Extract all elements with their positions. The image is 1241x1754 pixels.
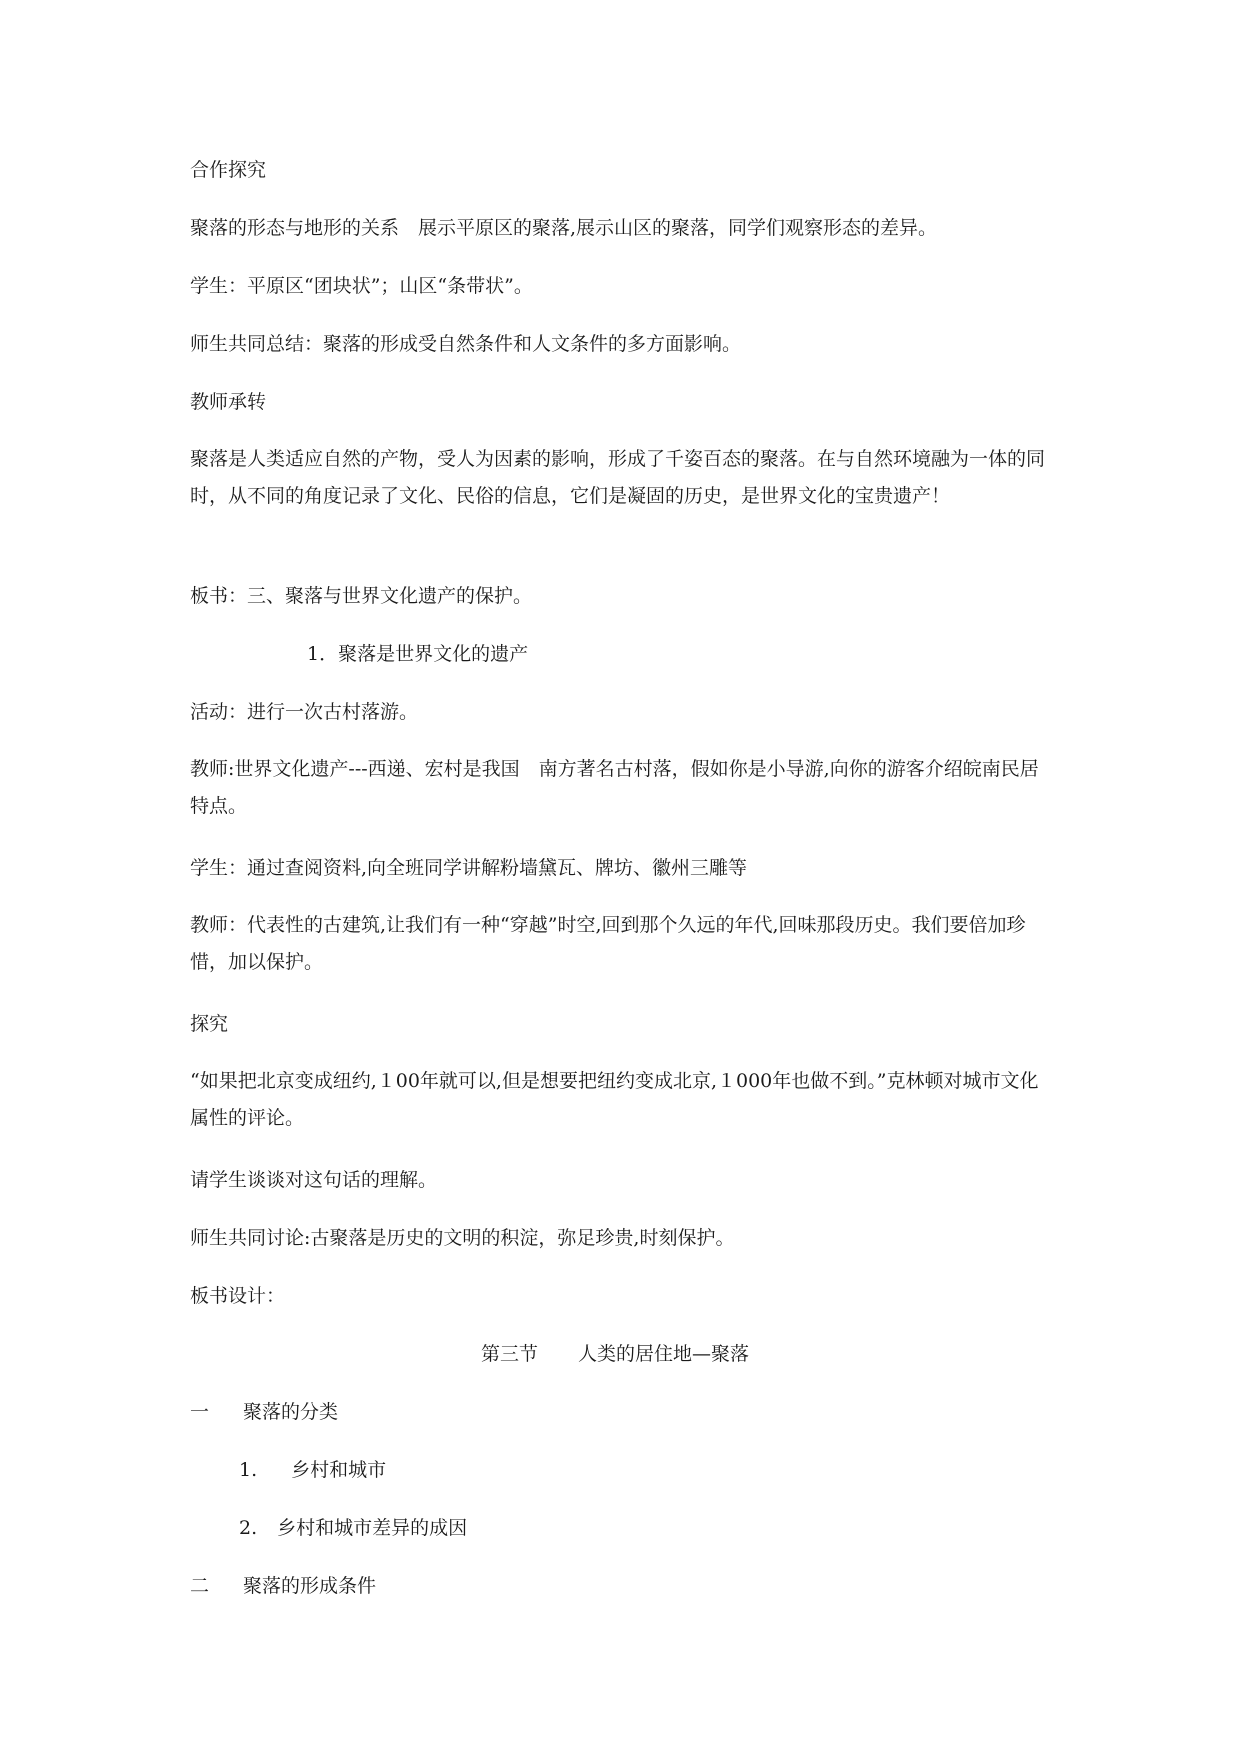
outline-item-one-number: 一: [190, 1401, 210, 1423]
board-note-item-one: 1．聚落是世界文化的遗产: [307, 643, 529, 665]
board-title-text: 人类的居住地—聚落: [578, 1343, 750, 1365]
paragraph-student-research: 学生：通过查阅资料,向全班同学讲解粉墙黛瓦、牌坊、徽州三雕等: [190, 857, 748, 879]
heading-board-design: 板书设计：: [190, 1285, 286, 1307]
board-title-section: 第三节: [481, 1343, 539, 1365]
paragraph-clinton-quote: “如果把北京变成纽约,１00年就可以,但是想要把纽约变成北京,１000年也做不到。”克林顿对城市文化属性的评论。: [190, 1070, 1039, 1129]
paragraph-student-discussion: 请学生谈谈对这句话的理解。: [190, 1169, 438, 1191]
paragraph-teacher-xidi-hongcun: 教师:世界文化遗产---西递、宏村是我国 南方著名古村落，假如你是小导游,向你的游客介绍皖南民居特点。: [190, 758, 1039, 817]
paragraph-summary: 师生共同总结：聚落的形成受自然条件和人文条件的多方面影响。: [190, 333, 742, 355]
outline-item-two-text: 聚落的形成条件: [243, 1575, 377, 1597]
outline-subitem-two: [239, 1516, 467, 1540]
board-note-section-three: 板书：三、聚落与世界文化遗产的保护。: [190, 585, 533, 607]
paragraph-settlement-form: 聚落的形态与地形的关系 展示平原区的聚落,展示山区的聚落，同学们观察形态的差异。: [190, 217, 938, 239]
outline-item-two: [190, 1574, 376, 1598]
outline-subitem-two-text: 乡村和城市差异的成因: [277, 1517, 468, 1539]
paragraph-settlement-heritage: 聚落是人类适应自然的产物，受人为因素的影响，形成了千姿百态的聚落。在与自然环境融为一体的同时，从不同的角度记录了文化、民俗的信息，它们是凝固的历史，是世界文化的宝贵遗产！: [190, 448, 1046, 507]
paragraph-student-answer: 学生：平原区“团块状”；山区“条带状”。: [190, 275, 533, 297]
outline-item-one-text: 聚落的分类: [243, 1401, 339, 1423]
paragraph-activity: 活动：进行一次古村落游。: [190, 701, 419, 723]
heading-inquiry: 探究: [190, 1013, 229, 1035]
outline-subitem-one: [239, 1458, 386, 1482]
paragraph-teacher-architecture: 教师：代表性的古建筑,让我们有一种“穿越”时空,回到那个久远的年代,回味那段历史。我们要倍加珍惜，加以保护。: [190, 914, 1026, 973]
outline-subitem-one-text: 乡村和城市: [291, 1459, 387, 1481]
board-title: [481, 1342, 749, 1366]
paragraph-joint-discussion: 师生共同讨论:古聚落是历史的文明的积淀，弥足珍贵,时刻保护。: [190, 1227, 735, 1249]
heading-teacher-transition: 教师承转: [190, 391, 267, 413]
outline-subitem-one-number: 1.: [239, 1459, 258, 1481]
outline-subitem-two-number: 2.: [239, 1517, 258, 1539]
heading-cooperative-inquiry: 合作探究: [190, 159, 267, 181]
outline-item-one: [190, 1400, 338, 1424]
outline-item-two-number: 二: [190, 1575, 210, 1597]
